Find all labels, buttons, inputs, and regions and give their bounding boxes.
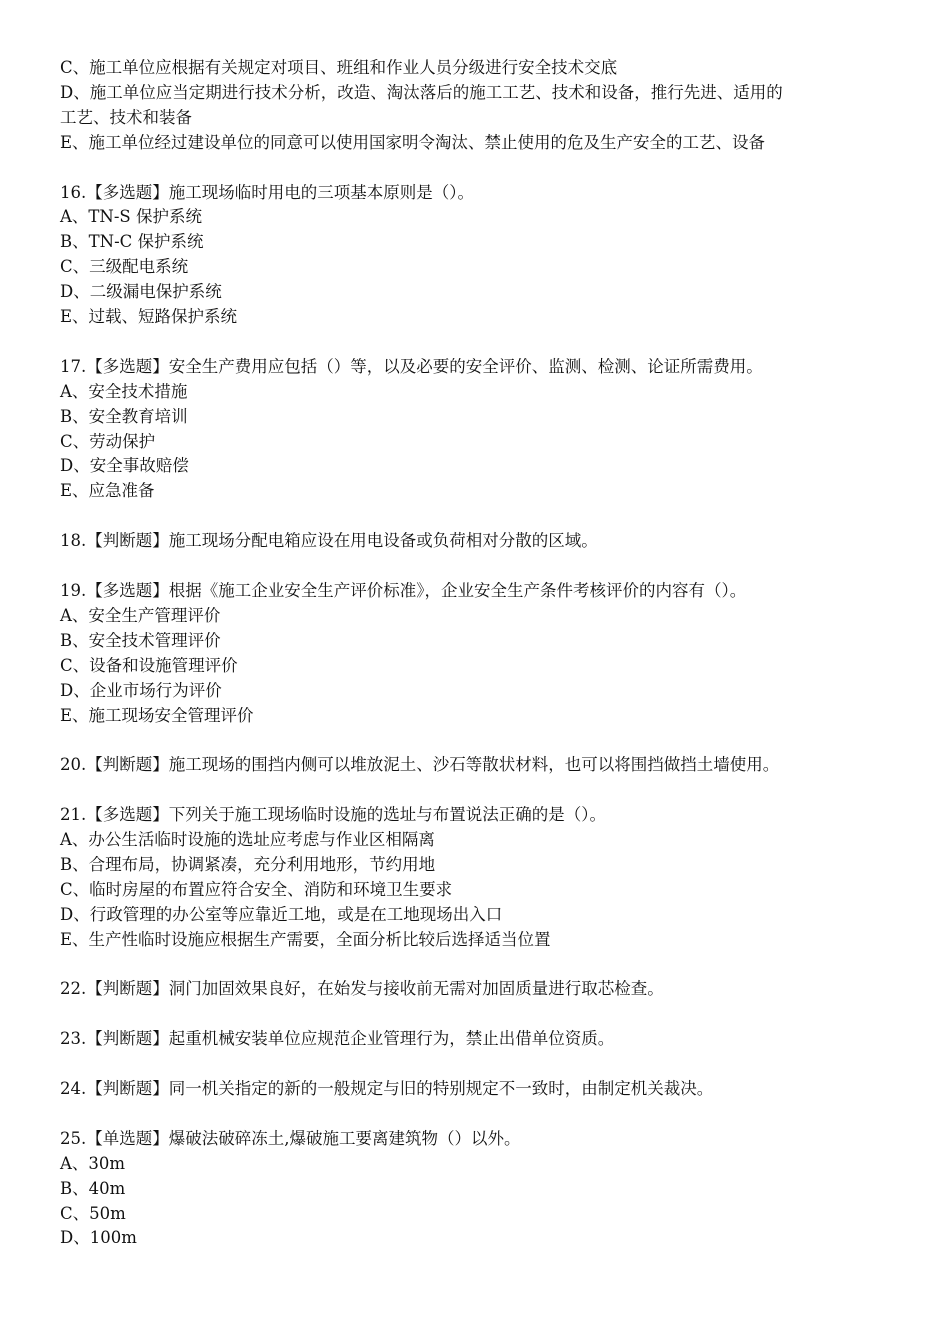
option-line: C、50m [60, 1203, 126, 1223]
spacer [60, 504, 895, 529]
option-line: C、临时房屋的布置应符合安全、消防和环境卫生要求 [60, 879, 453, 899]
option-line: D、施工单位应当定期进行技术分析，改造、淘汰落后的施工工艺、技术和设备，推行先进、适用的 [60, 82, 783, 102]
option-line: B、TN-C 保护系统 [60, 232, 204, 252]
option-line: C、劳动保护 [60, 431, 156, 451]
option-line: D、安全事故赔偿 [60, 456, 189, 476]
option-line: C、施工单位应根据有关规定对项目、班组和作业人员分级进行安全技术交底 [60, 58, 618, 77]
option-line: A、安全技术措施 [60, 381, 188, 401]
option-line: E、生产性临时设施应根据生产需要，全面分析比较后选择适当位置 [60, 929, 551, 949]
option-line: D、100m [60, 1228, 137, 1248]
option-line: D、企业市场行为评价 [60, 680, 222, 700]
question-stem: 22.【判断题】洞门加固效果良好，在始发与接收前无需对加固质量进行取芯检查。 [60, 979, 664, 999]
option-line: B、安全教育培训 [60, 406, 188, 426]
spacer [60, 728, 895, 753]
option-line: E、过载、短路保护系统 [60, 307, 238, 327]
option-line: A、TN-S 保护系统 [60, 207, 202, 227]
option-line: B、40m [60, 1178, 126, 1198]
spacer [60, 156, 895, 181]
spacer [60, 778, 895, 803]
question-stem: 19.【多选题】根据《施工企业安全生产评价标准》，企业安全生产条件考核评价的内容有（）。 [60, 580, 747, 600]
spacer [60, 1052, 895, 1077]
option-line: A、安全生产管理评价 [60, 605, 221, 625]
option-line: C、三级配电系统 [60, 257, 189, 277]
question-stem: 16.【多选题】施工现场临时用电的三项基本原则是（）。 [60, 182, 474, 202]
spacer [60, 330, 895, 355]
document-page [60, 56, 895, 1251]
option-line: A、30m [60, 1153, 126, 1173]
option-line: B、安全技术管理评价 [60, 630, 221, 650]
spacer [60, 1102, 895, 1127]
question-stem: 24.【判断题】同一机关指定的新的一般规定与旧的特别规定不一致时，由制定机关裁决。 [60, 1079, 714, 1099]
question-stem: 17.【多选题】安全生产费用应包括（）等，以及必要的安全评价、监测、检测、论证所需费用。 [60, 356, 763, 376]
spacer [60, 1002, 895, 1027]
question-stem: 25.【单选题】爆破法破碎冻土,爆破施工要离建筑物（）以外。 [60, 1128, 521, 1148]
spacer [60, 953, 895, 978]
option-line: A、办公生活临时设施的选址应考虑与作业区相隔离 [60, 830, 435, 849]
question-stem: 23.【判断题】起重机械安装单位应规范企业管理行为，禁止出借单位资质。 [60, 1029, 615, 1049]
option-line: E、应急准备 [60, 481, 155, 501]
option-line: D、行政管理的办公室等应靠近工地，或是在工地现场出入口 [60, 904, 503, 924]
question-stem: 21.【多选题】下列关于施工现场临时设施的选址与布置说法正确的是（）。 [60, 805, 606, 825]
question-stem: 18.【判断题】施工现场分配电箱应设在用电设备或负荷相对分散的区域。 [60, 531, 598, 551]
option-line: C、设备和设施管理评价 [60, 655, 238, 675]
question-stem: 20.【判断题】施工现场的围挡内侧可以堆放泥土、沙石等散状材料，也可以将围挡做挡土墙使用。 [60, 755, 780, 775]
option-line: D、二级漏电保护系统 [60, 282, 222, 302]
spacer [60, 554, 895, 579]
option-line: E、施工现场安全管理评价 [60, 705, 254, 725]
option-line: E、施工单位经过建设单位的同意可以使用国家明令淘汰、禁止使用的危及生产安全的工艺、设备 [60, 132, 766, 152]
option-line: B、合理布局，协调紧凑，充分利用地形，节约用地 [60, 854, 436, 874]
option-line: 工艺、技术和装备 [60, 107, 192, 127]
